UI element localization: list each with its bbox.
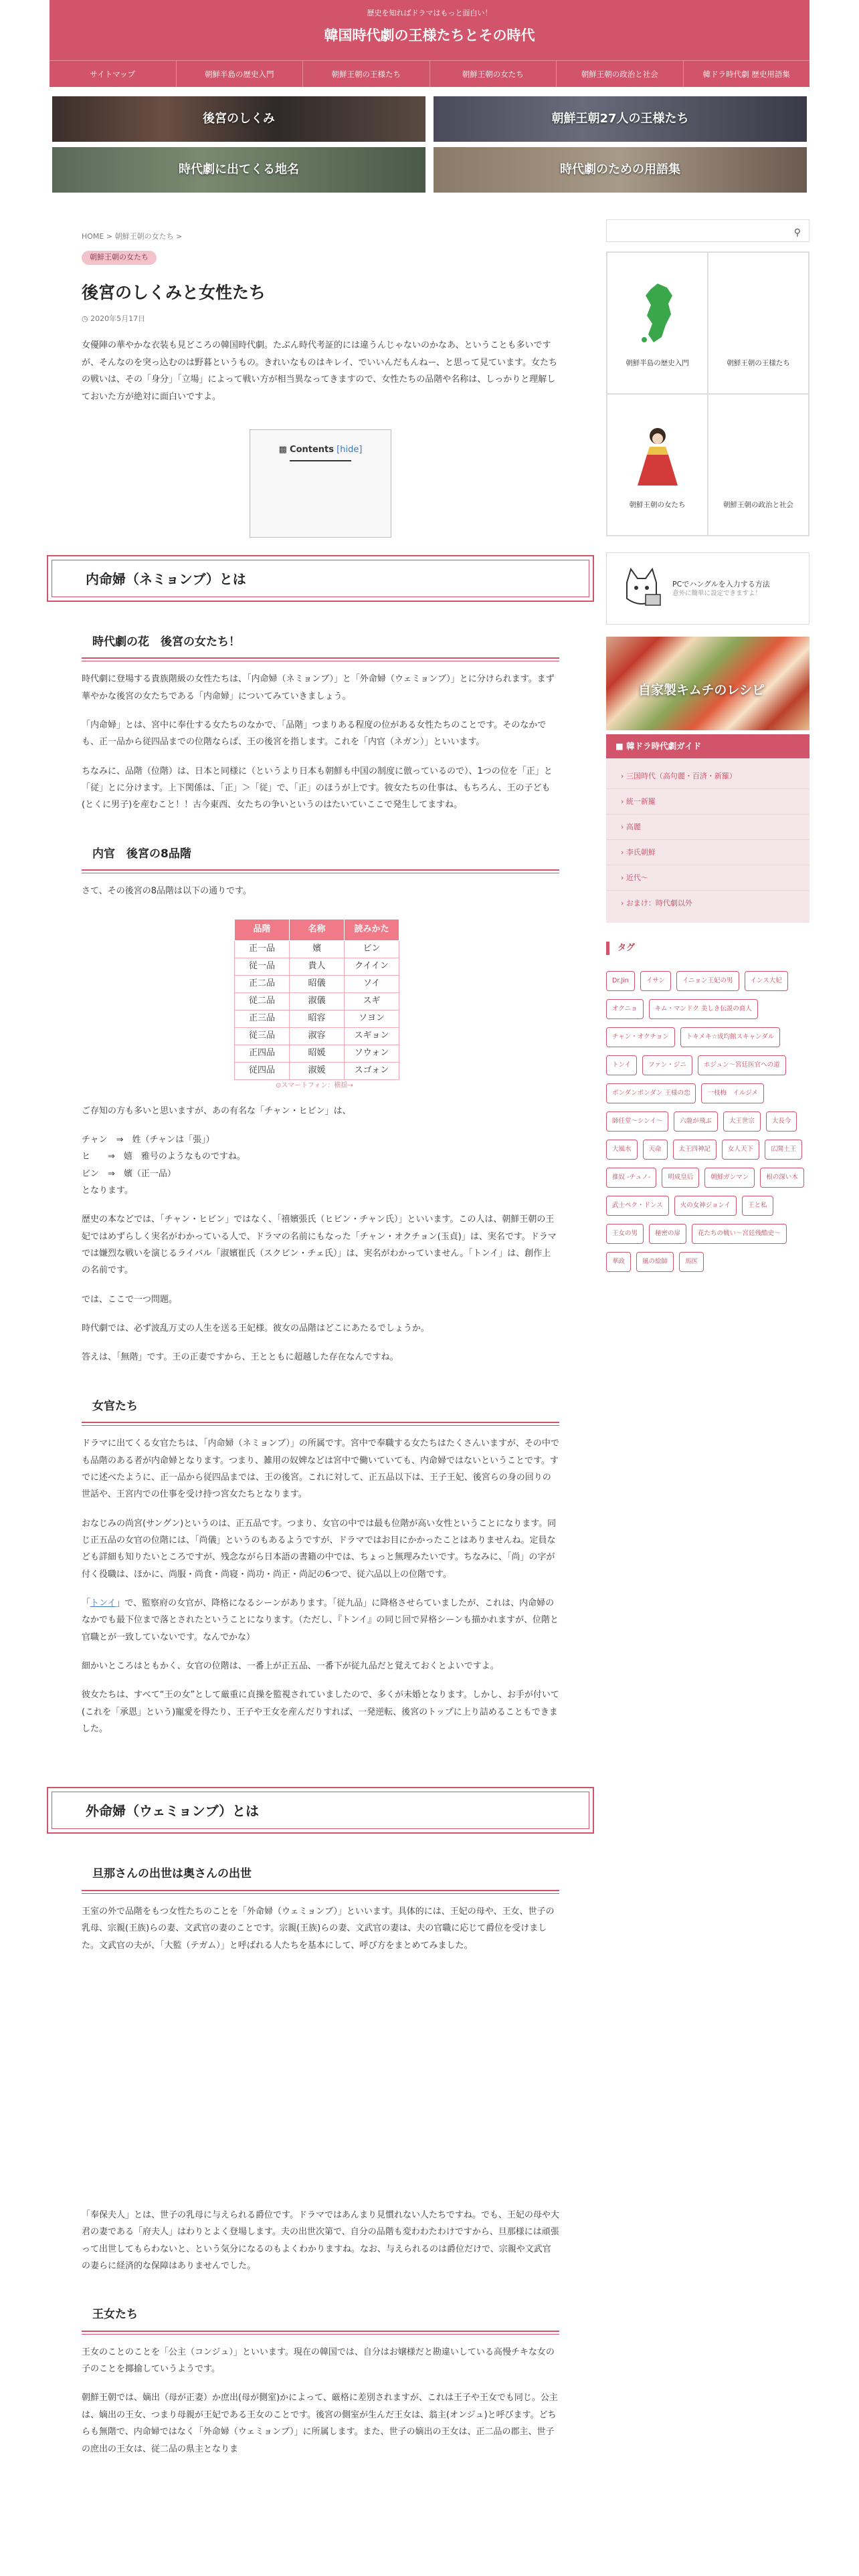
tag-link[interactable]: 馬医 (679, 1252, 704, 1272)
tag-link[interactable]: 天命 (643, 1140, 668, 1160)
toc-title: Contents (290, 444, 334, 455)
cell: ソウォン (345, 1045, 399, 1062)
tag-link[interactable]: 華政 (606, 1252, 631, 1272)
category-kings[interactable] (708, 252, 809, 394)
paragraph: 時代劇に登場する貴族階級の女性たちは、「内命婦（ネミョンブ）」と「外命婦（ウェミョンブ）」とに分けられます。まず華やかな後宮の女たちである「内命婦」についてみていきましょう。 (82, 674, 555, 702)
cell: 正二品 (235, 975, 290, 992)
breakdown-line: ヒ ⇒ 嬉 雅号のようなものですね。 (82, 1152, 246, 1162)
banner-glossary[interactable]: 時代劇のための用語集 (434, 147, 807, 193)
paragraph: 王室の外で品階をもつ女性たちのことを「外命婦（ウェミョンブ）」といいます。具体的には、王妃の母や、王女、世子の乳母、宗親(王族)らの妻、文武官の妻のことです。宗親(王族)らの妻、文武官の妻は、夫の官職に応じて爵位を受けました。文武官の夫が、「大監（テガム）」と呼ばれる人たちを基本にして、呼び方をまとめてみました。 (82, 1906, 555, 1951)
site-title[interactable]: 韓国時代劇の王様たちとその時代 (324, 27, 535, 44)
guide-item-label: 高麗 (626, 823, 641, 831)
tag-link[interactable]: トキメキ☆成均館スキャンダル (680, 1027, 780, 1047)
nav-politics[interactable]: 朝鮮王朝の政治と社会 (556, 61, 683, 87)
post-date-text: 2020年5月17日 (90, 314, 146, 324)
paragraph: 朝鮮王朝では、嫡出（母が正妻）か庶出(母が側室)かによって、厳格に差別されますが、これは王子や王女でも同じ。公主は、嫡出の王女、つまり母親が王妃である王女のことです。後宮の側室が生んだ王女は、翁主(オンジュ)と呼びます。どちらも無階で、内命婦ではなく「外命婦（ウェミョンブ）」に所属します。また、世子の嫡出の王女は、正二品の郡主、世子の庶出の王女は、従二品の県主となりま (82, 2393, 558, 2454)
table-row (235, 958, 399, 975)
tag-link[interactable]: チャン・オクチョン (606, 1027, 675, 1047)
banner-harem[interactable]: 後宮のしくみ (52, 96, 425, 142)
toc-hide-toggle[interactable]: [hide] (337, 444, 363, 455)
guide-heading (606, 734, 809, 758)
column-header: 品階 (235, 919, 290, 940)
guide-item-label: 統一新羅 (626, 797, 656, 806)
cell: 従一品 (235, 958, 290, 975)
cell: スギョン (345, 1027, 399, 1045)
category-label: 朝鮮王朝の政治と社会 (723, 501, 793, 509)
guide-list (606, 758, 809, 923)
category-label: 朝鮮王朝の女たち (629, 501, 686, 509)
table-row (235, 940, 399, 958)
document-icon: ▩ (278, 444, 287, 455)
tag-link[interactable]: 太王四神記 (673, 1140, 717, 1160)
promo-subtitle: 意外に簡単に設定できますよ！ (672, 590, 762, 598)
tag-link[interactable]: イニョン王妃の男 (676, 971, 739, 991)
tag-link[interactable]: 大風水 (606, 1140, 638, 1160)
paragraph: さて、その後宮の8品階は以下の通りです。 (82, 886, 252, 897)
search-input[interactable] (606, 219, 809, 242)
cell: ソヨン (345, 1010, 399, 1027)
breadcrumb[interactable]: HOME > 朝鮮王朝の女たち > (82, 232, 183, 241)
paragraph: 王女のことのことを「公主（コンジュ）」といいます。現在の韓国では、自分はお嬢様だと勘違いしている高慢チキな女の子のことを揶揄していうようです。 (82, 2347, 555, 2375)
cell: 淑媛 (290, 1062, 345, 1079)
paragraph: おなじみの尚宮(サングン)というのは、正五品です。つまり、女官の中では最も位階が高い女性ということになります。同じ正五品の女官の位階には、「尚儀」というのもあるようですが、ドラマではお目にかかったことはありませんね。定員なども詳細も知りたいところですが、残念ながら日本語の書籍の中では、ちょっと無理みたいです。ちなみに、「尚」の字が付く役職は、ほかに、尚服・尚食・尚寝・尚功・尚正・尚記の6つで、従六品以上の位階です。 (82, 1518, 557, 1580)
cell: 従二品 (235, 992, 290, 1010)
tag-link[interactable]: イサン (640, 971, 671, 991)
tag-link[interactable]: ホジュン〜宮廷医官への道 (698, 1055, 786, 1075)
paragraph: 細かいところはともかく、女官の位階は、一番上が正五品、一番下が従九品だと覚えておくとよいですよ。 (82, 1661, 499, 1671)
column-header: 読みかた (345, 919, 399, 940)
blank-space (82, 1954, 559, 2195)
paragraph: ドラマに出てくる女官たちは、「内命婦（ネミョンブ）」の所属です。宮中で奉職する女たちはたくさんいますが、その中でも品階のある者が内命婦となります。つまり、雑用の奴婢などは宮中で働いていても、内命婦ではないということです。すでに述べたように、正一品から従四品までは、王の後宮。これに対して、正五品以下は、王子王妃、後宮らの身の回りの世話や、王宮内での仕事を受け持つ宮女たちとなります。 (82, 1438, 559, 1500)
tag-link[interactable]: 花たちの戦い〜宮廷残酷史〜 (692, 1224, 787, 1244)
name-breakdown (82, 1132, 559, 1199)
site-header (50, 0, 809, 60)
kimchi-banner-title: 自家製キムチのレシピ (638, 683, 765, 697)
tag-link[interactable]: 推奴 -チュノ- (606, 1168, 656, 1188)
subheading-princesses: 王女たち (82, 2306, 559, 2332)
tag-link[interactable]: 武士ペク・ドンス (606, 1196, 669, 1216)
paragraph-with-link (82, 1595, 559, 1646)
breakdown-line: となります。 (82, 1185, 133, 1196)
feature-banners (50, 87, 809, 205)
paragraph: ご存知の方も多いと思いますが、あの有名な「チャン・ヒビン」は、 (82, 1105, 351, 1116)
text-segment: 」で、監察府の女官が、降格になるシーンがあります。「従九品」に降格させらていましたが、これは、内命婦のなかでも最下位まで落とされたということになります。（ただし、『トンイ』の同じ回で昇格シーンも描かれますが、位階と官職とが一致していないです。なんでかな） (82, 1598, 559, 1642)
cell: スギ (345, 992, 399, 1010)
korea-map-icon (627, 277, 688, 349)
post-title: 後宮のしくみと女性たち (82, 283, 266, 303)
global-nav (50, 60, 809, 87)
guide-item-label: 近代〜 (626, 873, 648, 882)
breakdown-line: ビン ⇒ 嬪（正一品） (82, 1168, 176, 1179)
intro-paragraph: 女優陣の華やかな衣装も見どころの韓国時代劇。たぶん時代考証的には違うんじゃないのかなあ、ということも多いですが、そんなのを突っ込むのは野暮というもの。きれいなものはキレイ、でいいんだもんねー、と思って見ています。女たちの戦いは、その「身分」「立場」によって戦い方が相当異なってきますので、女性たちの品階や名称は、しっかりと理解しておいた方が絶対に面白いですよ。 (82, 340, 557, 402)
tag-link[interactable]: ファン・ジニ (642, 1055, 692, 1075)
tag-link[interactable]: 大長今 (766, 1111, 797, 1132)
category-label: 朝鮮半島の歴史入門 (626, 359, 689, 367)
paragraph: ちなみに、品階（位階）は、日本と同様に（というより日本も朝鮮も中国の制度に倣っているので）、1つの位を「正」と「従」とに分けます。上下関係は、「正」＞「従」で、「正」のほうが上です。彼女たちの仕事は、もちろん、王の子ども(とくに男子)を産むこと！！古今東西、女たちの争いというのはたいていここで発生してますね。 (82, 766, 553, 811)
main-content (50, 205, 591, 2458)
tag-link[interactable]: 広開土王 (765, 1140, 802, 1160)
guide-item[interactable]: › 李氏朝鮮 (606, 840, 809, 865)
tongi-link[interactable]: トンイ (90, 1598, 116, 1608)
guide-item-label: 李氏朝鮮 (626, 848, 656, 857)
cell: 淑容 (290, 1027, 345, 1045)
tag-cloud (606, 971, 809, 1280)
cell: 従四品 (235, 1062, 290, 1079)
hanbok-woman-icon (627, 419, 688, 491)
category-history-intro[interactable] (607, 252, 708, 394)
paragraph: 「奉保夫人」とは、世子の乳母に与えられる爵位です。ドラマではあんまり見慣れない人たちですね。でも、王妃の母や大君の妻である「府夫人」はわりとよく登場します。夫の出世次第で、自分の品階も変わわたわけですから、旦那様には頑張って出世してもらわないと、という気分になるのもよくわかりますね。なお、与えられるのは爵位だけで、宗親や文武官の妻らに経済的な保障はありませんでした。 (82, 2210, 559, 2271)
cell: 正四品 (235, 1045, 290, 1062)
tag-link[interactable]: インス大妃 (745, 971, 788, 991)
guide-item[interactable]: › 高麗 (606, 815, 809, 840)
category-badge[interactable]: 朝鮮王朝の女たち (82, 251, 157, 265)
clock-icon: ◷ (82, 314, 88, 324)
nav-history-intro[interactable]: 朝鮮半島の歴史入門 (176, 61, 303, 87)
guide-item[interactable]: › おまけ：時代劇以外 (621, 899, 692, 907)
tag-link[interactable]: オクニョ (606, 999, 644, 1019)
bookmark-icon: ■ (615, 741, 624, 751)
tag-link[interactable]: 火の女神ジョンイ (674, 1196, 737, 1216)
search-icon[interactable]: ⚲ (793, 227, 801, 238)
paragraph: 時代劇では、必ず波乱万丈の人生を送る王妃様。彼女の品階はどこにあたるでしょうか。 (82, 1323, 430, 1334)
tag-link[interactable]: キム・マンドク 美しき伝説の商人 (649, 999, 758, 1019)
nav-sitemap[interactable]: サイトマップ (90, 70, 136, 79)
toc-underline (290, 460, 351, 461)
category-grid (606, 251, 809, 536)
paragraph: 彼女たちは、すべて“王の女”として厳重に貞操を監視されていましたので、多くが未婚となります。しかし、お手が付いて(これを「承恩」という)寵愛を得たり、王子や王女を産んだりすれば、一発逆転、後宮のトップに上り詰めることもできました。 (82, 1690, 559, 1735)
cell: 従三品 (235, 1027, 290, 1045)
tag-link[interactable]: 秘密の扉 (649, 1224, 686, 1244)
tag-link[interactable]: 師任堂〜シンイ〜 (606, 1111, 668, 1132)
nav-kings[interactable]: 朝鮮王朝の王様たち (302, 61, 430, 87)
cell: 昭儀 (290, 975, 345, 992)
banner-place-names[interactable]: 時代劇に出てくる地名 (52, 147, 425, 193)
king-icon (728, 277, 789, 349)
paragraph: 歴史の本などでは、「チャン・ヒビン」ではなく、「禧嬪張氏（ヒビン・チャン氏）」といいます。この人は、朝鮮王朝の王妃ではめずらしく実名がわかっている人で、ドラマの名前にもなった「チャン・オクチョン(玉貞)」は、実名です。ドラマでは嫌烈な戦いを演じるライバル「淑嬪崔氏（スクビン・チェ氏）」は、実名がわかっていません。「トンイ」は、創作上の名前です。 (82, 1214, 557, 1276)
tag-link[interactable]: 王女の男 (606, 1224, 644, 1244)
tag-link[interactable]: 六龍が飛ぶ (674, 1111, 718, 1132)
section-heading-oemyongbu (47, 1787, 594, 1834)
guide-heading-text: 韓ドラ時代劇ガイド (626, 741, 702, 751)
tag-heading: タグ (606, 942, 809, 955)
cell: クイイン (345, 958, 399, 975)
spacer (82, 1737, 559, 1775)
guide-item-label: 三国時代（高句麗・百済・新羅） (626, 772, 737, 780)
category-politics[interactable] (708, 394, 809, 536)
table-scroll-hint: ⊙スマートフォン：横揺→ (276, 1081, 353, 1089)
page-wrapper (50, 0, 809, 2458)
cell: スゴォン (345, 1062, 399, 1079)
cell: 正一品 (235, 940, 290, 958)
tag-link[interactable]: 朝鮮ガンマン (704, 1168, 755, 1188)
paragraph: 答えは、「無階」です。王の正妻ですから、王とともに超越した存在なんですね。 (82, 1352, 399, 1363)
nav-women[interactable]: 朝鮮王朝の女たち (430, 61, 557, 87)
category-women[interactable] (607, 394, 708, 536)
breakdown-line: チャン ⇒ 姓（チャンは「張」） (82, 1134, 215, 1145)
politics-icon (728, 419, 789, 491)
rank-table-header (235, 919, 399, 940)
table-row (235, 1062, 399, 1079)
tag-link[interactable]: 風の絵師 (636, 1252, 674, 1272)
table-row (235, 975, 399, 992)
tag-link[interactable]: 根の深い木 (760, 1168, 804, 1188)
cell: ソイ (345, 975, 399, 992)
section-heading-text: 内命婦（ネミョンブ）とは (52, 560, 589, 597)
promo-title: PCでハングルを入力する方法 (672, 579, 770, 588)
nav-glossary[interactable]: 韓ドラ時代劇 歴史用語集 (683, 61, 810, 87)
cat-mascot-icon (620, 565, 663, 612)
subheading-8-ranks: 内官 後宮の8品階 (82, 846, 559, 871)
guide-item[interactable]: › 近代〜 (606, 865, 809, 891)
cell: 昭容 (290, 1010, 345, 1027)
guide-item[interactable]: › 統一新羅 (606, 789, 809, 815)
subheading-harem-women: 時代劇の花 後宮の女たち！ (82, 634, 559, 659)
subheading-court-ladies: 女官たち (82, 1398, 559, 1424)
subheading-husband-promotion: 旦那さんの出世は奥さんの出世 (82, 1866, 559, 1891)
rank-table (234, 919, 399, 1080)
cell: 淑儀 (290, 992, 345, 1010)
tag-link[interactable]: ポンダンポンダン 王様の恋 (606, 1083, 696, 1103)
table-row (235, 992, 399, 1010)
kimchi-recipe-banner[interactable] (606, 637, 809, 730)
cell: 正三品 (235, 1010, 290, 1027)
tag-link[interactable]: Dr.Jin (606, 971, 635, 991)
sidebar (606, 205, 809, 1280)
table-row (235, 1045, 399, 1062)
text-segment: 「 (82, 1598, 91, 1608)
guide-item-label: おまけ：時代劇以外 (626, 899, 692, 907)
section-heading-text: 外命婦（ウェミョンブ）とは (52, 1792, 589, 1829)
tag-link[interactable]: 女人天下 (722, 1140, 759, 1160)
post-date (82, 314, 559, 324)
tag-link[interactable]: 王と私 (742, 1196, 773, 1216)
hangul-input-promo[interactable] (606, 552, 809, 625)
tag-link[interactable]: 明成皇后 (662, 1168, 699, 1188)
column-header: 名称 (290, 919, 345, 940)
site-tagline: 歴史を知ればドラマはもっと面白い！ (367, 9, 492, 17)
paragraph: 「内命婦」とは、宮中に奉仕する女たちのなかで、「品階」つまりある程度の位がある女性たちのことです。そのなかでも、正一品から従四品までの位階ならば、王の後宮を指します。これを「内官（ネガン）」といいます。 (82, 720, 547, 748)
category-label: 朝鮮王朝の王様たち (727, 359, 790, 367)
cell: ビン (345, 940, 399, 958)
table-row (235, 1027, 399, 1045)
guide-item[interactable]: › 三国時代（高句麗・百済・新羅） (606, 764, 809, 789)
tag-link[interactable]: トンイ (606, 1055, 637, 1075)
section-heading-naimyongbu (47, 555, 594, 602)
tag-link[interactable]: 大王世宗 (723, 1111, 761, 1132)
paragraph: では、ここで一つ問題。 (82, 1294, 178, 1305)
table-of-contents (250, 429, 391, 538)
cell: 嬪 (290, 940, 345, 958)
promo-text (672, 579, 770, 599)
cell: 昭媛 (290, 1045, 345, 1062)
cell: 貴人 (290, 958, 345, 975)
table-row (235, 1010, 399, 1027)
content-layout (50, 205, 809, 2458)
banner-27-kings[interactable]: 朝鮮王朝27人の王様たち (434, 96, 807, 142)
tag-link[interactable]: 一枝梅 イルジメ (701, 1083, 763, 1103)
